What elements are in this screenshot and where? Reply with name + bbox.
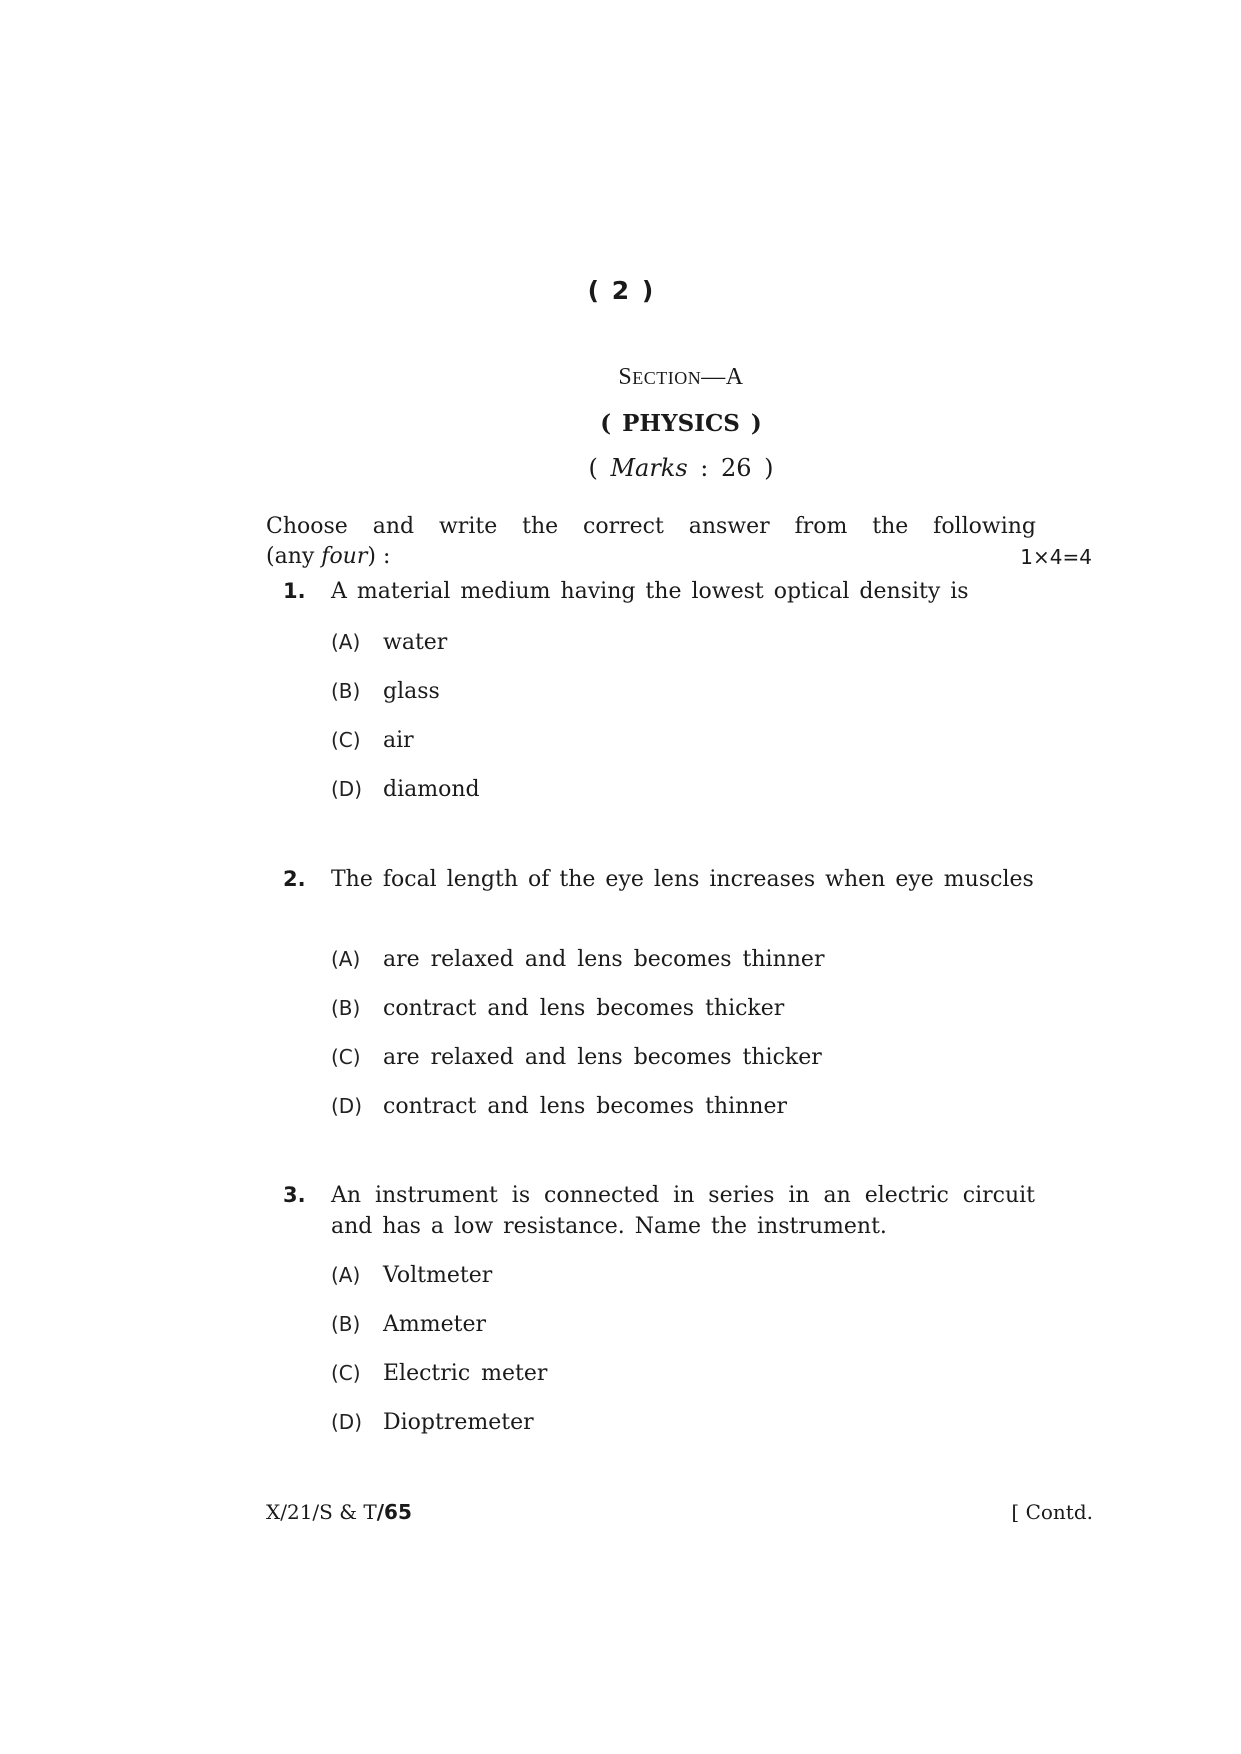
option-text: contract and lens becomes thicker [383,996,785,1021]
option-letter: (D) [331,1410,363,1434]
continued-label: [ Contd. [1011,1500,1093,1524]
question-number: 1. [283,579,306,603]
option-text: glass [383,679,440,704]
paper-code-number: /65 [376,1500,412,1524]
instruction-suffix: ) : [367,544,391,569]
option-text: contract and lens becomes thinner [383,1094,787,1119]
option-b [331,1309,547,1358]
option-letter: (B) [331,1312,361,1336]
question-number: 2. [283,867,306,891]
marks-open: ( [588,454,611,482]
option-letter: (D) [331,777,363,801]
marks-allotment: 1×4=4 [1020,545,1092,569]
marks-label: Marks [610,454,688,482]
instruction-italic: four [321,544,368,569]
section-title-prefix: S [618,364,633,390]
option-text: Ammeter [383,1312,487,1337]
subject-title: ( PHYSICS ) [600,410,762,437]
option-b [331,993,824,1042]
page-number: ( 2 ) [587,276,654,305]
option-a [331,1260,547,1309]
option-text: air [383,728,414,753]
option-letter: (C) [331,1045,361,1069]
option-letter: (C) [331,1361,361,1385]
question-2 [283,864,1035,895]
section-title [0,364,1241,391]
question-1 [283,576,1035,607]
section-title-suffix: —A [701,364,744,390]
option-c [331,725,480,774]
option-letter: (A) [331,630,361,654]
option-d [331,1091,824,1140]
option-text: are relaxed and lens becomes thinner [383,947,825,972]
section-title-smallcaps: ECTION [632,368,702,388]
marks-value: : 26 ) [687,454,774,482]
paper-code-prefix: X/21/S & T [266,1500,377,1524]
option-text: diamond [383,777,480,802]
question-number: 3. [283,1183,306,1207]
option-b [331,676,480,725]
option-letter: (C) [331,728,361,752]
option-letter: (A) [331,1263,361,1287]
option-letter: (D) [331,1094,363,1118]
paper-code [266,1500,412,1524]
question-3-options [331,1260,547,1456]
option-letter: (B) [331,996,361,1020]
option-text: Voltmeter [383,1263,493,1288]
option-letter: (B) [331,679,361,703]
instruction-prefix: (any [266,544,322,569]
instruction-line-1: Choose and write the correct answer from the following [266,514,1036,539]
question-1-options [331,627,480,823]
option-c [331,1042,824,1091]
question-3 [283,1180,1035,1242]
instruction-line-2 [266,542,1092,572]
option-text: water [383,630,448,655]
question-text: An instrument is connected in series in an electric circuit and has a low resistance. Name the instrument. [331,1183,1035,1239]
option-letter: (A) [331,947,361,971]
question-2-options [331,944,824,1140]
option-text: are relaxed and lens becomes thicker [383,1045,822,1070]
question-text: A material medium having the lowest optical density is [331,579,969,604]
option-d [331,774,480,823]
marks-line [0,454,1241,482]
option-c [331,1358,547,1407]
question-text: The focal length of the eye lens increases when eye muscles [331,867,1034,892]
option-a [331,627,480,676]
option-text: Dioptremeter [383,1410,534,1435]
option-d [331,1407,547,1456]
option-text: Electric meter [383,1361,548,1386]
option-a [331,944,824,993]
